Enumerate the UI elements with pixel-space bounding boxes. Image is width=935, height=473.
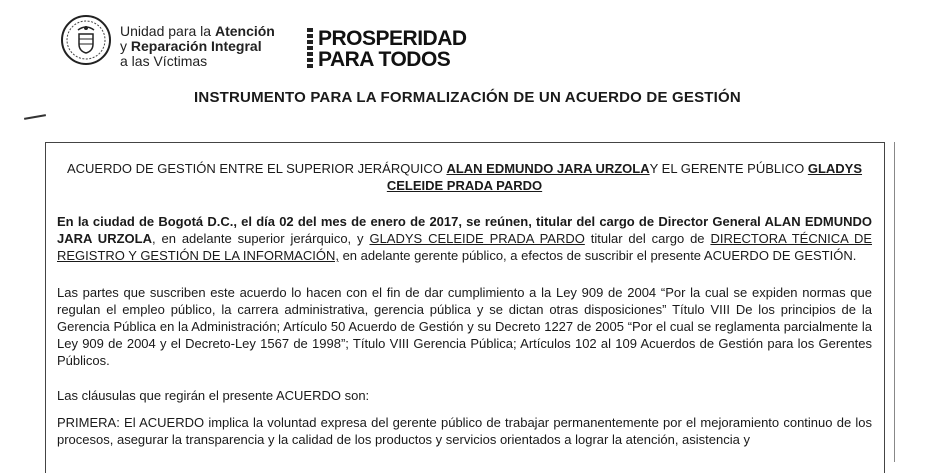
entity-name: Unidad para la Atención y Reparación Integral a las Víctimas <box>120 23 275 69</box>
paragraph-first-clause: PRIMERA: El ACUERDO implica la voluntad expresa del gerente público de trabajar permanentemente por el mejoramiento continuo de los procesos, asegurar la transparencia y la calidad de los productos y servicios orientados a lograr la atención, asistencia y <box>57 415 872 447</box>
document-title: INSTRUMENTO PARA LA FORMALIZACIÓN DE UN ACUERDO DE GESTIÓN <box>194 89 741 106</box>
document-page: Unidad para la Atención y Reparación Integral a las Víctimas PROSPERIDAD PARA TODOS INSTRUMENTO PARA LA FORMALIZACIÓN DE UN ACUERDO DE GESTIÓN ACUERDO DE GESTIÓN ENTRE EL SUPERIOR JERÁRQUICO ALAN EDMUNDO JARA URZOLAY EL GERENTE PÚBLICO GLADYS CELEIDE PRADA PARDO En la ciudad de Bogotá D.C., el día 02 del mes de enero de 2017, se reúnen, titular del cargo de Director General ALAN EDMUNDO JARA URZOLA, en adelante superior jerárquico, y GLADYS CELEIDE PRADA PARDO titular del cargo de DIRECTORA TÉCNICA DE REGISTRO Y GESTIÓN DE LA INFORMACIÓN, en adelante gerente público, a efectos de suscribir el presente ACUERDO DE GESTIÓN. Las partes que suscriben este acuerdo lo hacen con el fin de dar cumplimiento a la Ley 909 de 2004 “Por la cual se expiden normas que regulan el empleo público, la carrera administrativa, gerencia pública y se dictan otras disposiciones” Título VIII De los principios de la Gerencia Pública en la Administración; Artículo 50 Acuerdo de Gestión y su Decreto 1227 de 2005 “Por el cual se reglamenta parcialmente la Ley 909 de 2004 y el Decreto-Ley 1567 de 1998”; Título VIII Gerencia Pública; Artículos 102 al 109 Acuerdos de Gestión para los Gerentes Públicos. Las cláusulas que regirán el presente ACUERDO son: PRIMERA: El ACUERDO implica la voluntad expresa del gerente público de trabajar permanentemente por el mejoramiento continuo de los procesos, asegurar la transparencia y la calidad de los productos y servicios orientados a lograr la atención, asistencia y <box>0 0 935 457</box>
coat-of-arms-icon <box>60 14 112 66</box>
margin-rule <box>894 142 895 462</box>
scan-mark <box>24 114 46 120</box>
paragraph-legal-basis: Las partes que suscriben este acuerdo lo hacen con el fin de dar cumplimiento a la Ley 909 de 2004 “Por la cual se expiden normas que regulan el empleo público, la carrera administrativa, gerencia pública y se dictan otras disposiciones” Título VIII De los principios de la Gerencia Pública en la Administración; Artículo 50 Acuerdo de Gestión y su Decreto 1227 de 2005 “Por el cual se reglamenta parcialmente la Ley 909 de 2004 y el Decreto-Ley 1567 de 1998”; Título VIII Gerencia Pública; Artículos 102 al 109 Acuerdos de Gestión para los Gerentes Públicos. <box>57 285 872 368</box>
logo-bars-icon <box>307 28 313 68</box>
agreement-heading: ACUERDO DE GESTIÓN ENTRE EL SUPERIOR JERÁRQUICO ALAN EDMUNDO JARA URZOLAY EL GERENTE PÚBLICO GLADYS CELEIDE PRADA PARDO <box>66 161 863 193</box>
paragraph-clauses-intro: Las cláusulas que regirán el presente ACUERDO son: <box>57 388 370 403</box>
paragraph-parties: En la ciudad de Bogotá D.C., el día 02 del mes de enero de 2017, se reúnen, titular del cargo de Director General ALAN EDMUNDO JARA URZOLA, en adelante superior jerárquico, y GLADYS CELEIDE PRADA PARDO titular del cargo de DIRECTORA TÉCNICA DE REGISTRO Y GESTIÓN DE LA INFORMACIÓN, en adelante gerente público, a efectos de suscribir el presente ACUERDO DE GESTIÓN. <box>57 214 872 263</box>
